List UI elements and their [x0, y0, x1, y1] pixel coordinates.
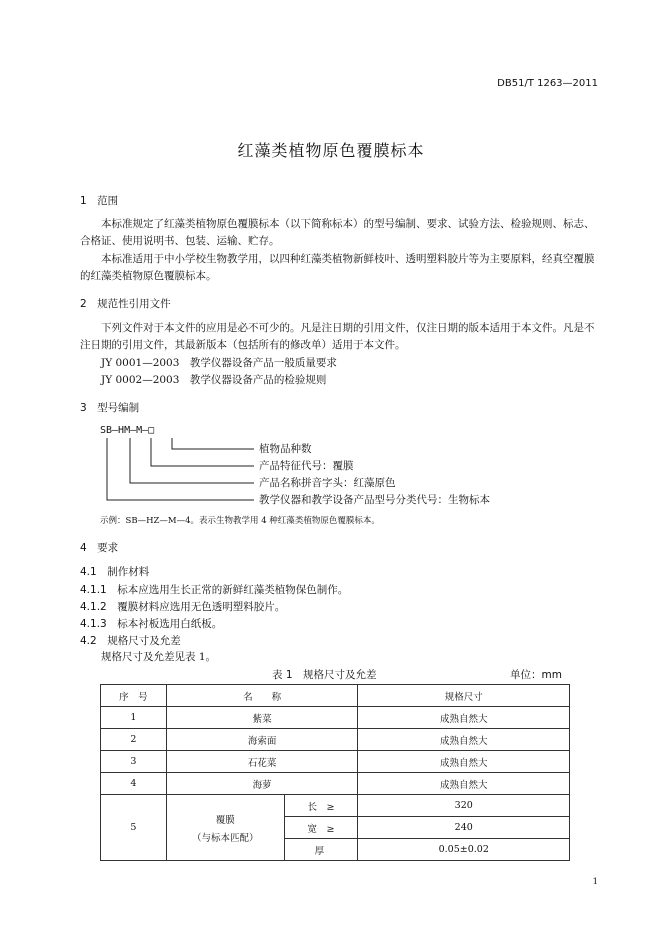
cell-spec: 成熟自然大	[358, 707, 570, 729]
page-number: 1	[592, 877, 598, 887]
code-label-1: 植物品种数	[259, 443, 312, 455]
item-4-1-3: 4.1.3 标本衬板选用白纸板。	[80, 618, 223, 630]
cell-number: 4	[101, 773, 167, 795]
item-4-1-1: 4.1.1 标本应选用生长正常的新鲜红藻类植物保色制作。	[80, 584, 349, 596]
section-2-heading: 2 规范性引用文件	[80, 298, 171, 310]
reference-2: JY 0002—2003 教学仪器设备产品的检验规则	[101, 374, 327, 386]
table-row	[101, 751, 570, 773]
header-cell-number: 序 号	[101, 685, 167, 707]
connector-4	[107, 438, 254, 500]
section-2-para-1: 下列文件对于本文件的应用是必不可少的。凡是注日期的引用文件，仅注日期的版本适用于本文件。凡是不注日期的引用文件，其最新版本（包括所有的修改单）适用于本文件。	[80, 322, 595, 351]
reference-1: JY 0001—2003 教学仪器设备产品一般质量要求	[101, 357, 337, 369]
cell-dimension: 厚	[284, 839, 358, 861]
cell-name-film	[166, 795, 284, 861]
table-row	[101, 773, 570, 795]
cell-number: 1	[101, 707, 167, 729]
cell-spec: 0.05±0.02	[358, 839, 570, 861]
cell-spec: 成熟自然大	[358, 751, 570, 773]
header-cell-name: 名 称	[166, 685, 358, 707]
section-1-heading: 1 范围	[80, 195, 119, 207]
spec-table	[100, 684, 570, 861]
table-header-row	[101, 685, 570, 707]
connector-2	[151, 438, 254, 466]
section-1-para-2: 本标准适用于中小学校生物教学用，以四种红藻类植物新鲜枝叶、透明塑料胶片等为主要原料，经真空覆膜的红藻类植物原色覆膜标本。	[80, 253, 595, 282]
document-title: 红藻类植物原色覆膜标本	[237, 141, 425, 160]
model-code: SB—HM—M—□	[100, 425, 155, 436]
film-name: 覆膜	[215, 814, 235, 826]
connector-3	[130, 438, 254, 483]
table-caption: 表 1 规格尺寸及允差	[272, 669, 377, 681]
section-4-2-para: 规格尺寸及允差见表 1。	[101, 651, 217, 663]
section-4-1-heading: 4.1 制作材料	[80, 566, 150, 578]
table-unit: 单位：mm	[510, 669, 562, 681]
cell-spec: 320	[358, 795, 570, 817]
item-4-1-2: 4.1.2 覆膜材料应选用无色透明塑料胶片。	[80, 601, 286, 613]
cell-spec: 成熟自然大	[358, 773, 570, 795]
header-cell-spec: 规格尺寸	[358, 685, 570, 707]
cell-name: 紫菜	[166, 707, 358, 729]
cell-dimension: 长 ≥	[284, 795, 358, 817]
cell-number: 3	[101, 751, 167, 773]
connector-1	[172, 438, 254, 449]
code-label-2: 产品特征代号：覆膜	[259, 460, 354, 472]
section-1-para-1: 本标准规定了红藻类植物原色覆膜标本（以下简称标本）的型号编制、要求、试验方法、检验规则、标志、合格证、使用说明书、包装、运输、贮存。	[80, 218, 595, 247]
code-label-3: 产品名称拼音字头：红藻原色	[259, 477, 396, 489]
code-label-4: 教学仪器和教学设备产品型号分类代号：生物标本	[259, 494, 490, 506]
model-example: 示例：SB—HZ—M—4。表示生物教学用 4 种红藻类植物原色覆膜标本。	[100, 516, 380, 526]
table-row	[101, 729, 570, 751]
cell-spec: 成熟自然大	[358, 729, 570, 751]
film-note: （与标本匹配）	[191, 832, 259, 844]
cell-spec: 240	[358, 817, 570, 839]
cell-number: 5	[101, 795, 167, 861]
section-4-heading: 4 要求	[80, 542, 119, 554]
table-row	[101, 795, 570, 817]
cell-name: 海索面	[166, 729, 358, 751]
cell-name: 石花菜	[166, 751, 358, 773]
section-3-heading: 3 型号编制	[80, 402, 140, 414]
table-row	[101, 707, 570, 729]
cell-number: 2	[101, 729, 167, 751]
cell-dimension: 宽 ≥	[284, 817, 358, 839]
standard-code: DB51/T 1263—2011	[497, 78, 598, 89]
section-4-2-heading: 4.2 规格尺寸及允差	[80, 635, 181, 647]
cell-name: 海萝	[166, 773, 358, 795]
